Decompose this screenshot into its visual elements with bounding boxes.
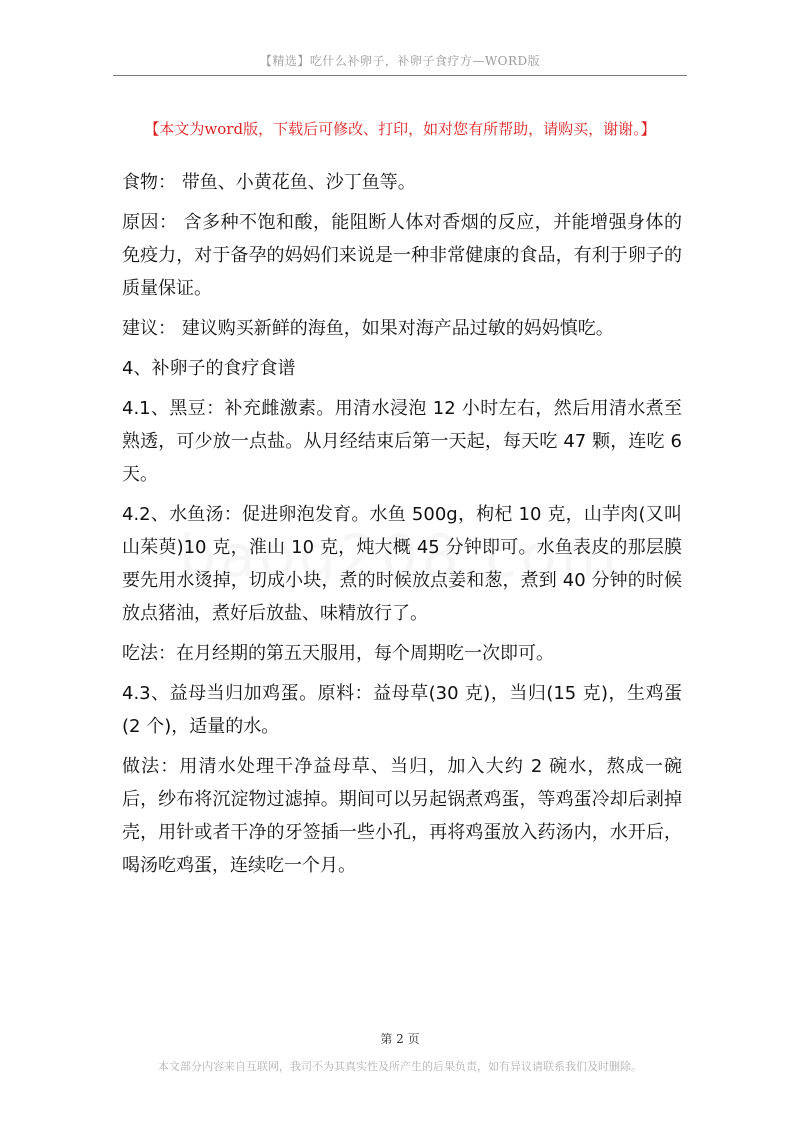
purchase-notice: 【本文为word版，下载后可修改、打印，如对您有所帮助，请购买，谢谢。】 (144, 120, 656, 138)
paragraph-eating-method: 吃法：在月经期的第五天服用，每个周期吃一次即可。 (122, 643, 554, 664)
paragraph-advice: 建议： 建议购买新鲜的海鱼，如果对海产品过敏的妈妈慎吃。 (122, 318, 614, 339)
paragraph-food: 食物： 带鱼、小黄花鱼、沙丁鱼等。 (122, 172, 416, 193)
header-divider (113, 75, 687, 76)
document-body (122, 166, 682, 889)
page-header-title: 【精选】吃什么补卵子，补卵子食疗方—WORD版 (259, 54, 541, 68)
paragraph-recipe-motherwort-egg: 4.3、益母当归加鸡蛋。原料：益母草(30 克)，当归(15 克)，生鸡蛋(2 个)，适量的水。 (122, 683, 682, 737)
paragraph-preparation: 做法：用清水处理干净益母草、当归，加入大约 2 碗水，熬成一碗后，纱布将沉淀物过滤掉。期间可以另起锅煮鸡蛋，等鸡蛋冷却后剥掉壳，用针或者干净的牙签插一些小孔，再将鸡蛋放入药汤内，水开后，喝汤吃鸡蛋，连续吃一个月。 (122, 756, 682, 876)
page-number: 第 2 页 (380, 1032, 420, 1046)
section-heading-recipes: 4、补卵子的食疗食谱 (122, 358, 296, 379)
paragraph-recipe-turtle-soup: 4.2、水鱼汤：促进卵泡发育。水鱼 500g，枸杞 10 克，山芋肉(又叫山茱萸)10 克，淮山 10 克，炖大概 45 分钟即可。水鱼表皮的那层膜要先用水烫掉，切成小块，煮的时候放点姜和葱，煮到 40 分钟的时候放点猪油，煮好后放盐、味精放行了。 (122, 504, 682, 624)
paragraph-recipe-black-bean: 4.1、黑豆：补充雌激素。用清水浸泡 12 小时左右，然后用清水煮至熟透，可少放一点盐。从月经结束后第一天起，每天吃 47 颗，连吃 6 天。 (122, 398, 682, 485)
footer-disclaimer: 本文部分内容来自互联网，我司不为其真实性及所产生的后果负责，如有异议请联系我们及时删除。 (158, 1060, 642, 1073)
paragraph-reason: 原因： 含多种不饱和酸，能阻断人体对香烟的反应，并能增强身体的免疫力，对于备孕的妈妈们来说是一种非常健康的食品，有利于卵子的质量保证。 (122, 212, 682, 299)
